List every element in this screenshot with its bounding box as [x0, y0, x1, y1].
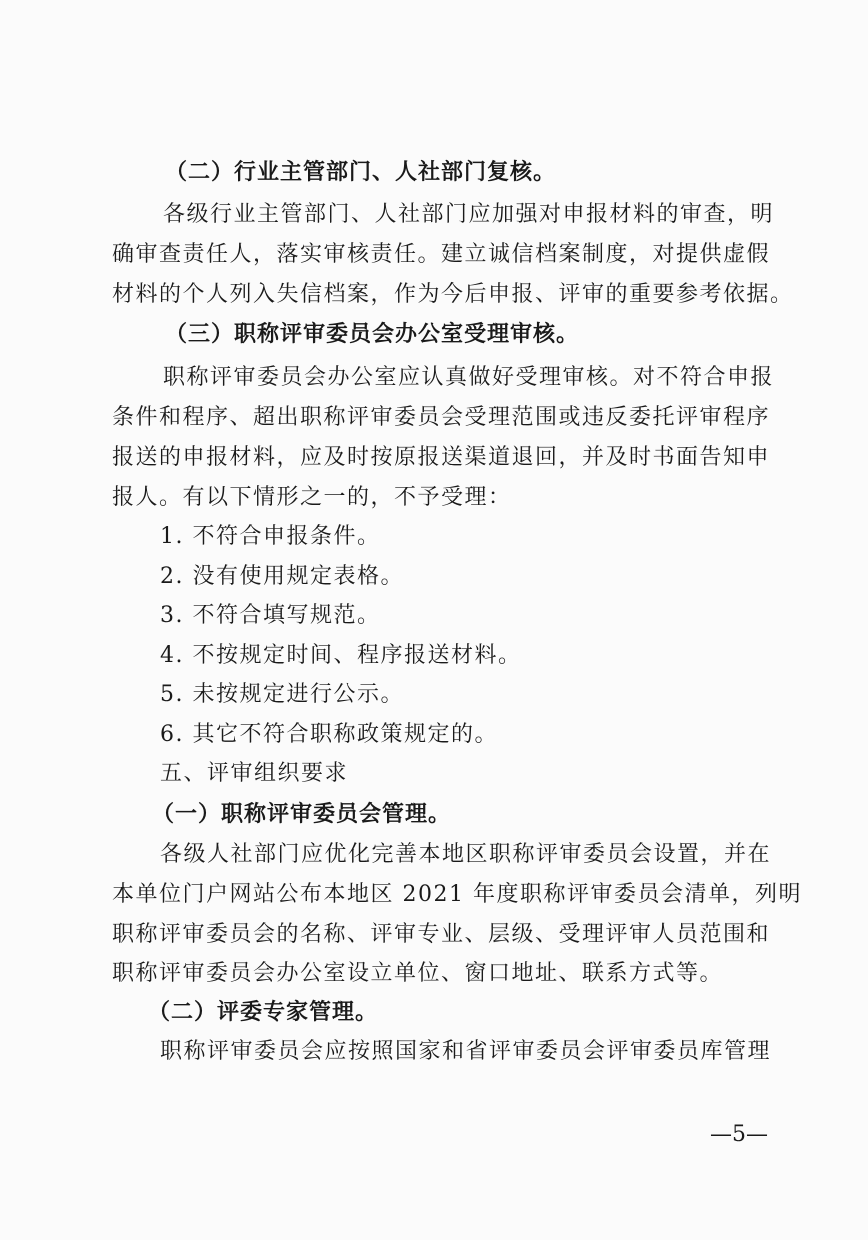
paragraph-line: 确审查责任人，落实审核责任。建立诚信档案制度，对提供虚假 — [112, 242, 771, 267]
paragraph-line: 职称评审委员会办公室设立单位、窗口地址、联系方式等。 — [112, 961, 724, 986]
page-number: —5— — [710, 1122, 768, 1147]
list-item: 3. 不符合填写规范。 — [160, 603, 381, 628]
subheading-expert-management: （二）评委专家管理。 — [148, 1000, 379, 1025]
subheading-office-acceptance: （三）职称评审委员会办公室受理审核。 — [165, 322, 580, 347]
paragraph-line: 材料的个人列入失信档案，作为今后申报、评审的重要参考依据。 — [112, 282, 794, 307]
paragraph-line: 职称评审委员会办公室应认真做好受理审核。对不符合申报 — [163, 365, 775, 390]
paragraph-line: 职称评审委员会的名称、评审专业、层级、受理评审人员范围和 — [112, 922, 771, 947]
list-item: 6. 其它不符合职称政策规定的。 — [160, 722, 498, 747]
list-item: 2. 没有使用规定表格。 — [160, 564, 404, 589]
paragraph-line: 条件和程序、超出职称评审委员会受理范围或违反委托评审程序 — [112, 405, 771, 430]
paragraph-line: 报人。有以下情形之一的，不予受理： — [112, 485, 512, 510]
paragraph-line: 本单位门户网站公布本地区 2021 年度职称评审委员会清单，列明 — [112, 882, 802, 907]
list-item: 5. 未按规定进行公示。 — [160, 682, 404, 707]
paragraph-line: 各级人社部门应优化完善本地区职称评审委员会设置，并在 — [160, 842, 772, 867]
section-title: 五、评审组织要求 — [160, 761, 349, 786]
paragraph-line: 报送的申报材料，应及时按原报送渠道退回，并及时书面告知申 — [112, 445, 771, 470]
list-item: 1. 不符合申报条件。 — [160, 524, 381, 549]
paragraph-line: 职称评审委员会应按照国家和省评审委员会评审委员库管理 — [160, 1039, 772, 1064]
paragraph-line: 各级行业主管部门、人社部门应加强对申报材料的审查，明 — [163, 202, 775, 227]
subheading-industry-review: （二）行业主管部门、人社部门复核。 — [165, 160, 557, 185]
list-item: 4. 不按规定时间、程序报送材料。 — [160, 643, 522, 668]
subheading-committee-management: （一）职称评审委员会管理。 — [152, 802, 452, 827]
